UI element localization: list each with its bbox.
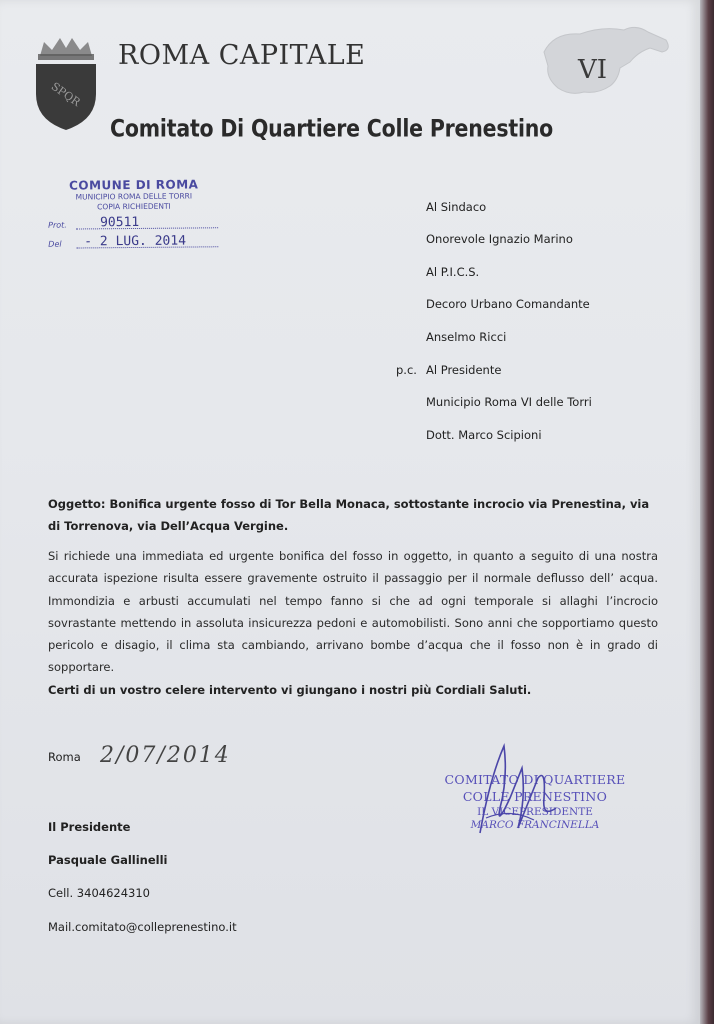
handwritten-date: 2/07/2014 [100,743,231,768]
signoff-place: Roma [48,750,81,764]
protocol-stamp [44,177,225,251]
recipient-sindaco: Al Sindaco [426,200,487,214]
signoff-role: Il Presidente [48,820,131,834]
stamp-prot-value: 90511 [100,214,140,231]
stamp-copia: COPIA RICHIEDENTI [97,201,171,212]
committee-stamp-line1: COMITATO DI QUARTIERE [444,772,626,787]
pc-label: p.c. [396,363,417,377]
recipient-presidente: Al Presidente [426,363,502,377]
recipient-marino: Onorevole Ignazio Marino [426,232,573,246]
recipient-pics: Al P.I.C.S. [426,265,480,279]
committee-stamp-line2: COLLE PRENESTINO [462,789,608,804]
signoff-phone: Cell. 3404624310 [48,886,150,900]
committee-title: Comitato Di Quartiere Colle Prenestino [110,114,554,143]
municipio-map-logo [540,22,680,116]
committee-stamp-line4: MARCO FRANCINELLA [470,819,600,831]
stamp-date-row [44,233,224,251]
roma-crest-logo [30,34,102,138]
svg-text:SPQR: SPQR [48,79,83,109]
stamp-date-value: - 2 LUG. 2014 [84,233,187,250]
stamp-prot-row [44,214,224,232]
letter-subject: Oggetto: Bonifica urgente fosso di Tor Bella Monaca, sottostante incrocio via Prenestina, via di Torrenova, via Dell’Acqua Vergine. [48,497,650,533]
stamp-prot-label: Prot. [48,220,67,230]
handwritten-signature [460,738,570,852]
stamp-comune: COMUNE DI ROMA [68,177,199,193]
signoff-name: Pasquale Gallinelli [48,853,168,867]
recipient-decoro: Decoro Urbano Comandante [426,297,590,311]
signoff-email: Mail.comitato@colleprenestino.it [48,920,237,934]
letter-closing: Certi di un vostro celere intervento vi giungano i nostri più Cordiali Saluti. [48,683,532,697]
background-edge [700,0,714,1024]
recipient-scipioni: Dott. Marco Scipioni [426,428,542,442]
committee-stamp-line3: IL VICEPRESIDENTE [477,806,593,818]
stamp-prot-dots [76,227,218,229]
recipient-municipio: Municipio Roma VI delle Torri [426,395,592,409]
stamp-date-label: Del [48,239,62,249]
letter-body: Si richiede una immediata ed urgente bonifica del fosso in oggetto, in quanto a seguito di una nostra accurata ispezione risulta essere gravemente ostruito il passaggio per il normale deflusso dell’ acqua. Immondizia e arbusti accumulati nel tempo fanno si che ad ogni temporale si allaghi l’incrocio sovrastante mettendo in assoluta insicurezza pedoni e automobilisti. Sono anni che sopportiamo questo pericolo e disagio, il clima sta cambiando, arrivano bombe d’acqua che il fosso non è in grado di sopportare. [48,549,658,675]
recipient-ricci: Anselmo Ricci [426,330,507,344]
institution-title: ROMA CAPITALE [118,40,366,71]
svg-text:VI: VI [578,55,608,85]
stamp-municipio: MUNICIPIO ROMA DELLE TORRI [75,191,193,202]
